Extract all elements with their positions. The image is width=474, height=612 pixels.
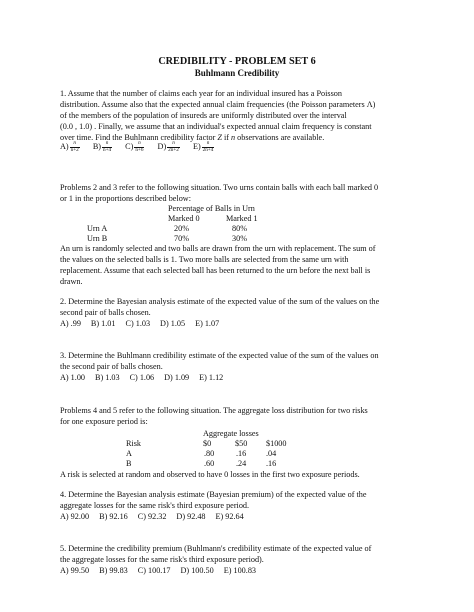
loss-intro-line-1: Problems 4 and 5 refer to the following situation. The aggregate loss distribution for two risks	[60, 406, 368, 415]
q1-option-d	[158, 141, 181, 153]
q1-option-b	[93, 141, 113, 153]
option-letter: C)	[125, 142, 134, 151]
option-letter: E)	[192, 142, 201, 151]
fraction	[202, 141, 215, 153]
loss-col-header-0: $0	[203, 439, 212, 448]
urn-cell: 20%	[174, 224, 190, 233]
q1-line-2: distribution. Assume also that the expected annual claim frequencies (the Poisson parameters Λ)	[60, 100, 376, 109]
loss-row-header: Risk	[126, 439, 142, 448]
q4-option-e: E) 92.64	[215, 512, 244, 521]
fraction	[102, 141, 112, 153]
urn-after-line-2: the values on the selected balls is 1. Two more balls are selected from the same urn with	[60, 255, 349, 264]
denominator: 2n+2	[168, 146, 179, 153]
loss-after-line: A risk is selected at random and observed to have 0 losses in the first two exposure periods.	[60, 470, 360, 479]
urn-cell: 80%	[232, 224, 248, 233]
q2-option-e: E) 1.07	[195, 319, 220, 328]
option-letter: A)	[60, 142, 69, 151]
q1-line-3: of the members of the population of insureds are uniformly distributed over the interval	[60, 111, 347, 120]
loss-cell: .16	[266, 459, 277, 468]
numerator: n	[134, 141, 144, 147]
urn-after-line-1: An urn is randomly selected and two balls are drawn from the urn with replacement. The sum of	[60, 244, 376, 253]
loss-row-label: B	[126, 459, 132, 468]
option-letter: B)	[92, 142, 101, 151]
numerator: n	[70, 141, 80, 147]
q1-n-symbol: n	[231, 133, 236, 142]
urn-intro-line-1: Problems 2 and 3 refer to the following situation. Two urns contain balls with each ball marked 0	[60, 183, 379, 192]
fraction	[167, 141, 180, 153]
page-title: CREDIBILITY - PROBLEM SET 6	[158, 56, 316, 67]
urn-after-line-3: replacement. Assume that each selected ball has been returned to the urn before the next ball is	[60, 266, 371, 275]
q1-line-5-b: if	[221, 133, 232, 142]
q4-option-b: B) 92.16	[99, 512, 128, 521]
q5-line-1: 5. Determine the credibility premium (Buhlmann's credibility estimate of the expected value of	[60, 544, 372, 553]
denominator: n+6	[135, 146, 144, 153]
option-letter: D)	[157, 142, 167, 151]
q5-option-d: D) 100.50	[180, 566, 214, 575]
q2-option-c: C) 1.03	[125, 319, 151, 328]
q5-option-e: E) 100.83	[223, 566, 257, 575]
numerator: n	[167, 141, 180, 147]
loss-cell: .04	[266, 449, 277, 458]
q3-option-c: C) 1.06	[129, 373, 155, 382]
loss-cell: .80	[204, 449, 215, 458]
q3-option-e: E) 1.12	[199, 373, 224, 382]
urn-cell: 70%	[174, 234, 190, 243]
urn-col-header-1: Marked 1	[226, 214, 258, 223]
loss-cell: .60	[204, 459, 215, 468]
q1-option-a	[60, 141, 81, 153]
q1-line-5-c: observations are available.	[235, 133, 325, 142]
q3-option-d: D) 1.09	[164, 373, 190, 382]
loss-row-label: A	[126, 449, 132, 458]
q3-option-b: B) 1.03	[95, 373, 120, 382]
q4-options	[60, 511, 254, 522]
denominator: n+4	[103, 146, 112, 153]
urn-cell: 30%	[232, 234, 248, 243]
q1-option-c	[125, 141, 145, 153]
urn-row-label: Urn B	[87, 234, 108, 243]
q1-z-symbol: Z	[217, 133, 222, 142]
numerator: n	[102, 141, 112, 147]
q2-option-a: A) .99	[60, 319, 81, 328]
page-subtitle: Buhlmann Credibility	[194, 68, 280, 78]
fraction	[134, 141, 144, 153]
q1-line-4: (0.0 , 1.0) . Finally, we assume that an individual's expected annual claim frequency is constant	[60, 122, 372, 131]
denominator: 2n+4	[202, 146, 214, 153]
loss-table-caption: Aggregate losses	[203, 429, 259, 438]
q4-option-d: D) 92.48	[176, 512, 206, 521]
q1-option-e	[193, 141, 215, 153]
urn-table-caption: Percentage of Balls in Urn	[168, 204, 255, 213]
q3-option-a: A) 1.00	[60, 373, 86, 382]
q1-line-5-a: over time. Find the Buhlmann credibility factor	[60, 133, 218, 142]
q3-options	[60, 372, 233, 383]
q2-option-d: D) 1.05	[160, 319, 186, 328]
fraction	[70, 141, 80, 153]
q1-line-1: 1. Assume that the number of claims each year for an individual insured has a Poisson	[60, 89, 342, 98]
q2-line-1: 2. Determine the Bayesian analysis estimate of the expected value of the sum of the values on the	[60, 297, 380, 306]
q5-option-a: A) 99.50	[60, 566, 90, 575]
urn-intro-line-2: or 1 in the proportions described below:	[60, 194, 191, 203]
q3-line-2: the second pair of balls chosen.	[60, 362, 163, 371]
loss-cell: .24	[236, 459, 247, 468]
loss-intro-line-2: for one exposure period is:	[60, 417, 148, 426]
q2-option-b: B) 1.01	[90, 319, 116, 328]
urn-row-label: Urn A	[87, 224, 108, 233]
q2-options	[60, 318, 229, 329]
q5-option-c: C) 100.17	[137, 566, 171, 575]
q5-option-b: B) 99.83	[99, 566, 128, 575]
q1-options	[60, 141, 225, 153]
q4-option-a: A) 92.00	[60, 512, 90, 521]
numerator: n	[202, 141, 215, 147]
q4-line-1: 4. Determine the Bayesian analysis estimate (Bayesian premium) of the expected value of the	[60, 490, 367, 499]
q3-line-1: 3. Determine the Buhlmann credibility estimate of the expected value of the sum of the values on	[60, 351, 379, 360]
q4-option-c: C) 92.32	[137, 512, 167, 521]
denominator: n+2	[70, 146, 79, 153]
loss-cell: .16	[236, 449, 247, 458]
loss-col-header-2: $1000	[266, 439, 287, 448]
q5-line-2: the aggregate losses for the same risk's third exposure period).	[60, 555, 264, 564]
q2-line-2: second pair of balls chosen.	[60, 308, 151, 317]
urn-after-line-4: drawn.	[60, 277, 83, 286]
loss-col-header-1: $50	[235, 439, 248, 448]
q4-line-2: aggregate losses for the same risk's third exposure period.	[60, 501, 250, 510]
urn-col-header-0: Marked 0	[168, 214, 200, 223]
q5-options	[60, 565, 266, 576]
